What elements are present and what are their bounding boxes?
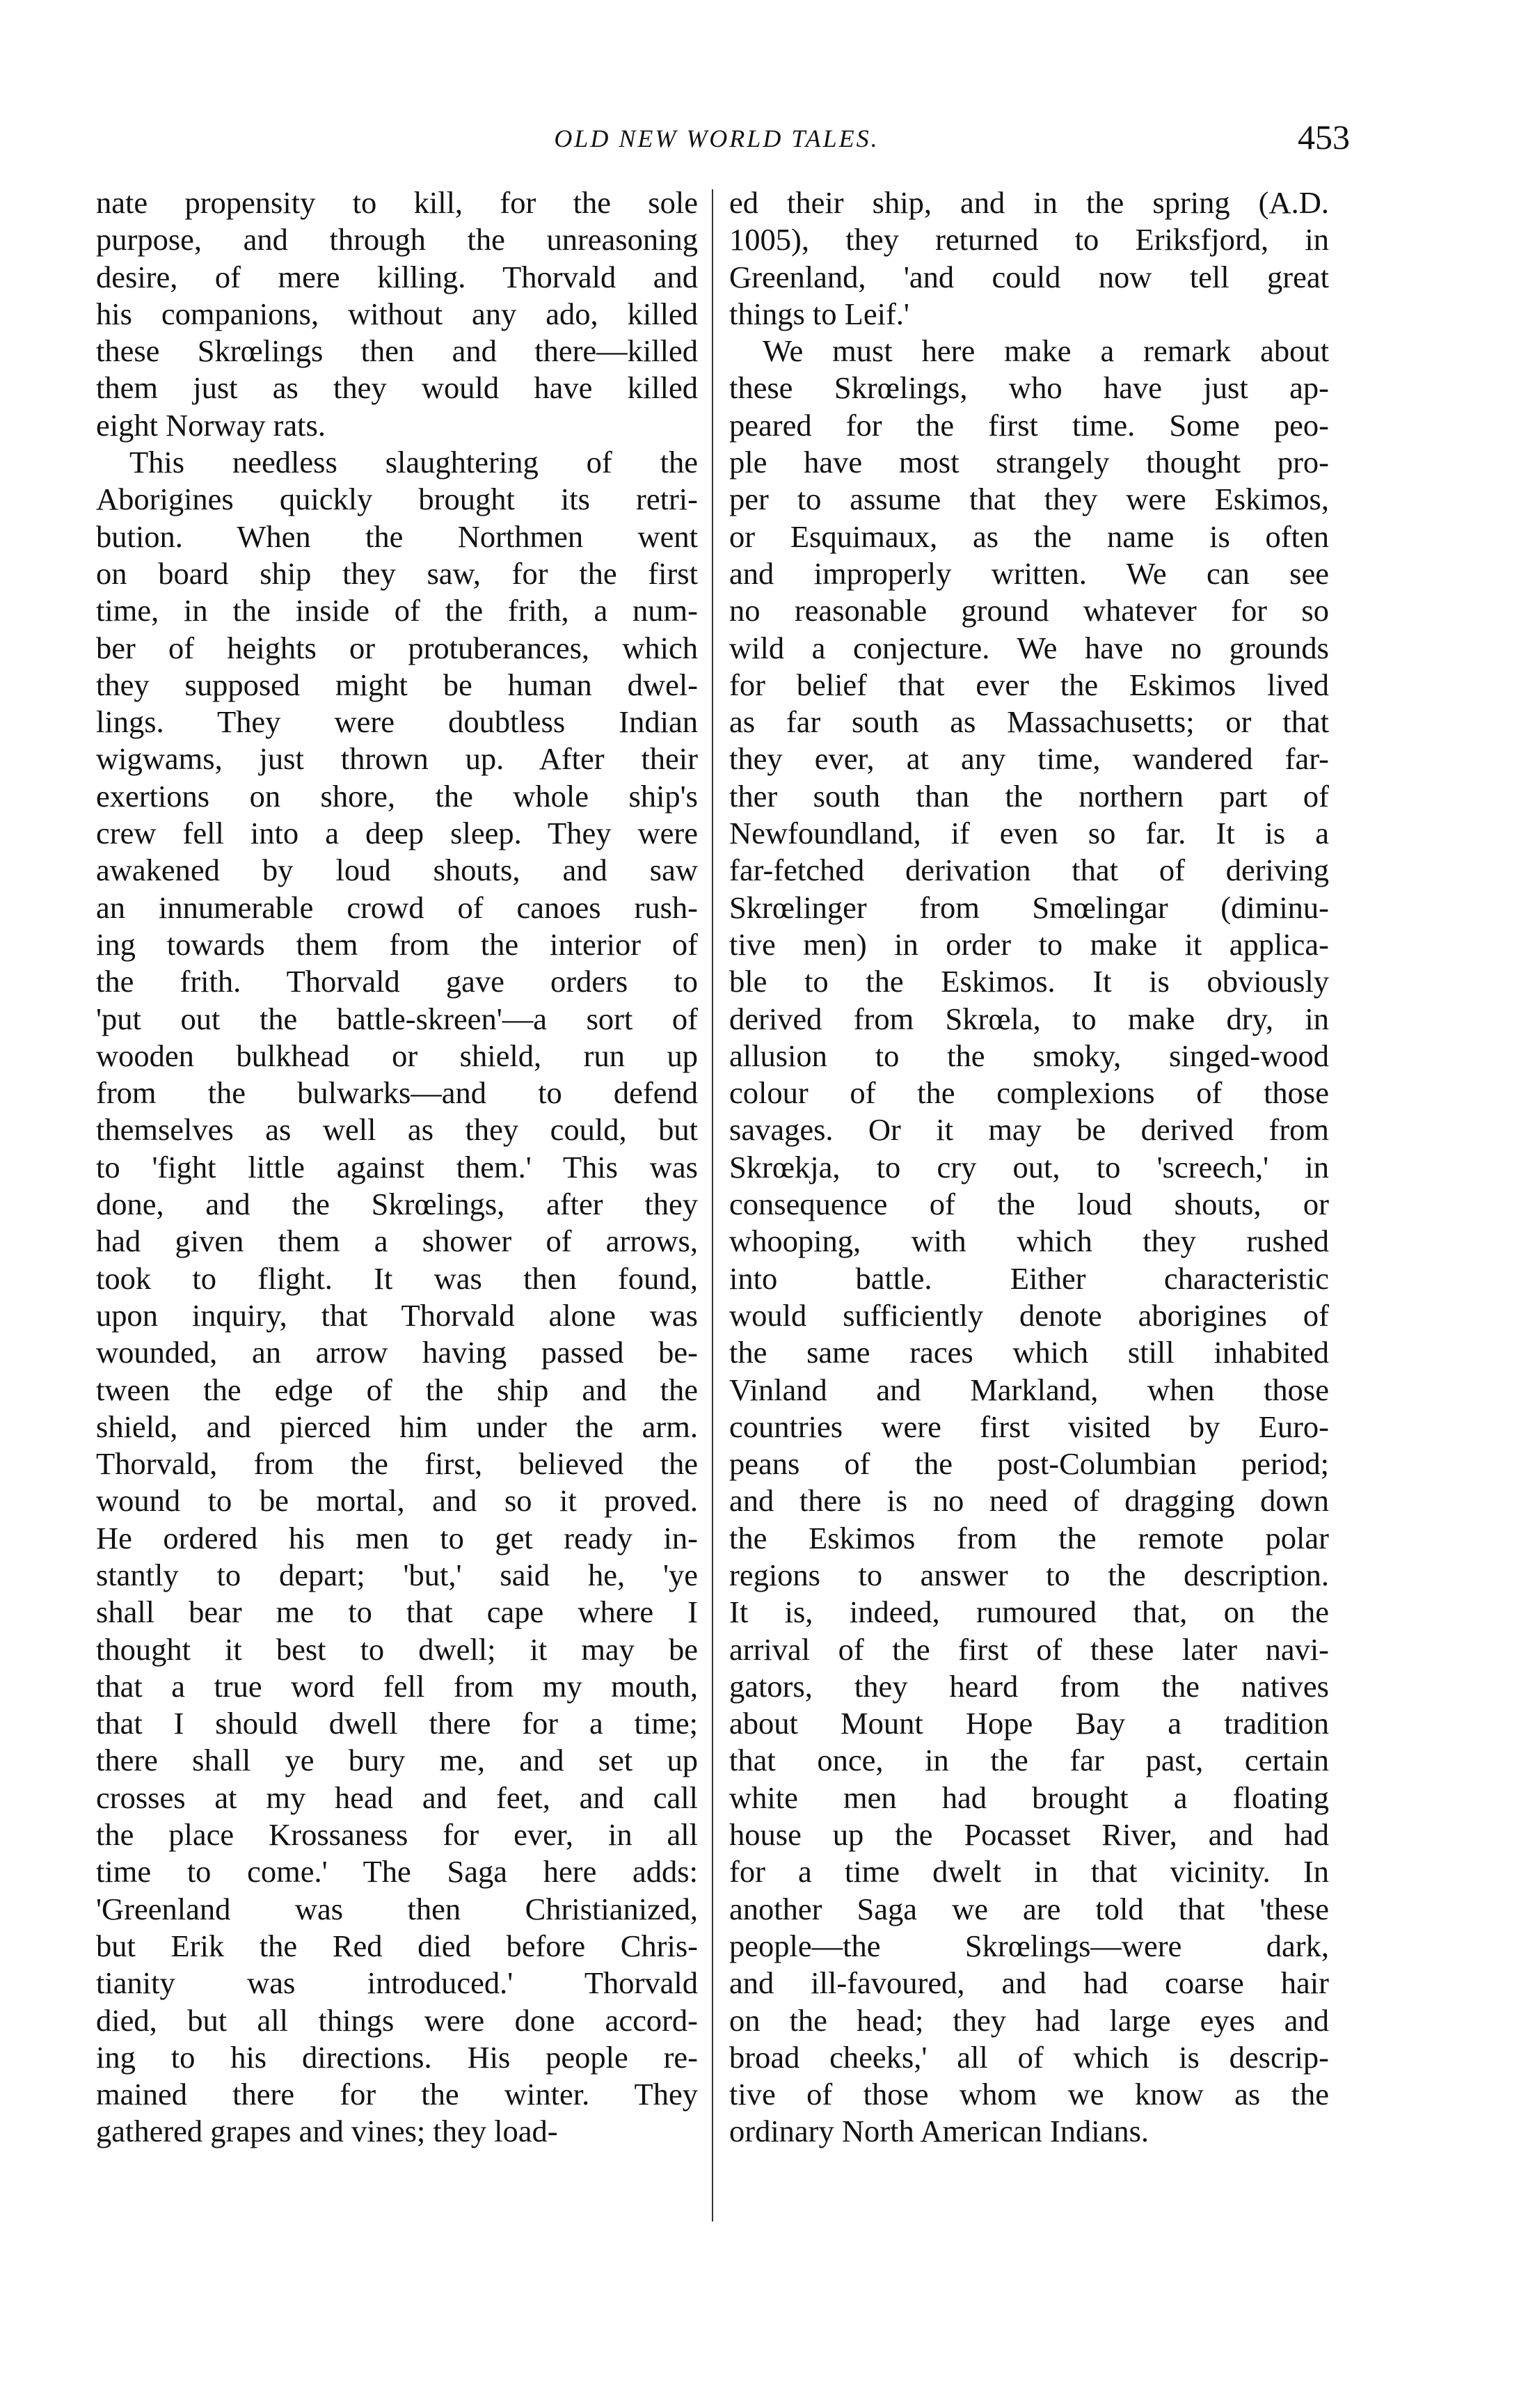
text-line: that once, in the far past, certain [729, 1743, 1329, 1778]
text-line: ing towards them from the interior of [96, 926, 698, 962]
text-line: per to assume that they were Eskimos, [729, 482, 1329, 517]
text-line: tianity was introduced.' Thorvald [96, 1965, 698, 2001]
text-line: into battle. Either characteristic [729, 1260, 1329, 1296]
text-line: Newfoundland, if even so far. It is a [729, 816, 1329, 851]
text-line: time, in the inside of the frith, a num- [96, 593, 698, 628]
text-line: awakened by loud shouts, and saw [96, 853, 698, 888]
text-line: regions to answer to the description. [729, 1557, 1329, 1592]
text-line: gathered grapes and vines; they load- [96, 2114, 558, 2149]
text-line: colour of the complexions of those [729, 1075, 1329, 1111]
text-line: It is, indeed, rumoured that, on the [729, 1594, 1329, 1630]
text-line: that a true word fell from my mouth, [96, 1668, 698, 1704]
text-line: ple have most strangely thought pro- [729, 445, 1329, 480]
text-line: We must here make a remark about [763, 333, 1329, 369]
text-line: an innumerable crowd of canoes rush- [96, 889, 698, 925]
text-line: mained there for the winter. They [96, 2077, 698, 2112]
text-line: Vinland and Markland, when those [729, 1372, 1329, 1407]
text-line: far-fetched derivation that of deriving [729, 853, 1329, 888]
text-line: arrival of the first of these later navi- [729, 1631, 1329, 1667]
text-line: the Eskimos from the remote polar [729, 1520, 1329, 1555]
text-line: 'Greenland was then Christianized, [96, 1891, 698, 1926]
text-line: He ordered his men to get ready in- [96, 1520, 698, 1555]
text-line: ing to his directions. His people re- [96, 2039, 698, 2075]
text-line: stantly to depart; 'but,' said he, 'ye [96, 1557, 698, 1592]
text-line: shall bear me to that cape where I [96, 1594, 698, 1630]
right-text-column [729, 184, 1329, 2150]
text-line: countries were first visited by Euro- [729, 1409, 1329, 1444]
text-line: eight Norway rats. [96, 407, 326, 443]
text-line: and improperly written. We can see [729, 555, 1329, 591]
text-line: another Saga we are told that 'these [729, 1891, 1329, 1926]
text-line: white men had brought a floating [729, 1780, 1329, 1815]
text-line: had given them a shower of arrows, [96, 1223, 698, 1259]
text-line: for a time dwelt in that vicinity. In [729, 1854, 1329, 1890]
page-number: 453 [1298, 118, 1350, 157]
text-line: ed their ship, and in the spring (A.D. [729, 185, 1329, 220]
text-line: peans of the post-Columbian period; [729, 1446, 1329, 1482]
text-line: about Mount Hope Bay a tradition [729, 1706, 1329, 1741]
text-line: and ill-favoured, and had coarse hair [729, 1965, 1329, 2001]
text-line: wild a conjecture. We have no grounds [729, 630, 1329, 665]
text-line: savages. Or it may be derived from [729, 1112, 1329, 1148]
text-line: ther south than the northern part of [729, 778, 1329, 814]
column-divider [712, 189, 713, 2221]
text-line: and there is no need of dragging down [729, 1483, 1329, 1519]
text-line: took to flight. It was then found, [96, 1260, 698, 1296]
text-line: there shall ye bury me, and set up [96, 1743, 698, 1778]
text-line: on board ship they saw, for the first [96, 555, 698, 591]
text-line: upon inquiry, that Thorvald alone was [96, 1297, 698, 1333]
text-line: lings. They were doubtless Indian [96, 704, 698, 740]
text-line: ber of heights or protuberances, which [96, 630, 698, 665]
text-line: these Skrœlings, who have just ap- [729, 370, 1329, 406]
text-line: bution. When the Northmen went [96, 518, 698, 554]
text-line: shield, and pierced him under the arm. [96, 1409, 698, 1444]
text-line: but Erik the Red died before Chris- [96, 1928, 698, 1963]
text-line: This needless slaughtering of the [129, 445, 698, 480]
text-line: allusion to the smoky, singed-wood [729, 1038, 1329, 1073]
text-line: Greenland, 'and could now tell great [729, 259, 1329, 294]
text-line: or Esquimaux, as the name is often [729, 518, 1329, 554]
text-line: 'put out the battle-skreen'—a sort of [96, 1001, 698, 1036]
text-line: wigwams, just thrown up. After their [96, 741, 698, 777]
text-line: crosses at my head and feet, and call [96, 1780, 698, 1815]
text-line: themselves as well as they could, but [96, 1112, 698, 1148]
text-line: for belief that ever the Eskimos lived [729, 667, 1329, 702]
text-line: whooping, with which they rushed [729, 1223, 1329, 1259]
text-line: time to come.' The Saga here adds: [96, 1854, 698, 1890]
text-line: Skrœlinger from Smœlingar (diminu- [729, 889, 1329, 925]
text-line: from the bulwarks—and to defend [96, 1075, 698, 1111]
text-line: these Skrœlings then and there—killed [96, 333, 698, 369]
text-line: ordinary North American Indians. [729, 2114, 1149, 2149]
text-line: them just as they would have killed [96, 370, 698, 406]
text-line: wooden bulkhead or shield, run up [96, 1038, 698, 1073]
text-line: consequence of the loud shouts, or [729, 1187, 1329, 1222]
text-line: 1005), they returned to Eriksfjord, in [729, 222, 1329, 258]
text-line: done, and the Skrœlings, after they [96, 1187, 698, 1222]
text-line: tween the edge of the ship and the [96, 1372, 698, 1407]
text-line: house up the Pocasset River, and had [729, 1817, 1329, 1853]
text-line: wound to be mortal, and so it proved. [96, 1483, 698, 1519]
text-line: exertions on shore, the whole ship's [96, 778, 698, 814]
text-line: ble to the Eskimos. It is obviously [729, 964, 1329, 999]
text-line: no reasonable ground whatever for so [729, 593, 1329, 628]
text-line: nate propensity to kill, for the sole [96, 185, 698, 220]
page-header [97, 117, 1350, 173]
text-line: things to Leif.' [729, 296, 909, 331]
text-line: on the head; they had large eyes and [729, 2002, 1329, 2038]
text-line: wounded, an arrow having passed be- [96, 1335, 698, 1370]
text-line: Aborigines quickly brought its retri- [96, 482, 698, 517]
text-line: purpose, and through the unreasoning [96, 222, 698, 258]
text-line: crew fell into a deep sleep. They were [96, 816, 698, 851]
text-line: the place Krossaness for ever, in all [96, 1817, 698, 1853]
text-line: derived from Skrœla, to make dry, in [729, 1001, 1329, 1036]
left-text-column [96, 184, 698, 2150]
text-line: his companions, without any ado, killed [96, 296, 698, 331]
text-line: peared for the first time. Some peo- [729, 407, 1329, 443]
text-line: as far south as Massachusetts; or that [729, 704, 1329, 740]
text-line: the frith. Thorvald gave orders to [96, 964, 698, 999]
text-line: gators, they heard from the natives [729, 1668, 1329, 1704]
text-line: people—the Skrœlings—were dark, [729, 1928, 1329, 1963]
text-line: Skrœkja, to cry out, to 'screech,' in [729, 1149, 1329, 1185]
text-line: tive men) in order to make it applica- [729, 926, 1329, 962]
text-line: broad cheeks,' all of which is descrip- [729, 2039, 1329, 2075]
text-line: to 'fight little against them.' This was [96, 1149, 698, 1185]
text-line: they ever, at any time, wandered far- [729, 741, 1329, 777]
text-line: desire, of mere killing. Thorvald and [96, 259, 698, 294]
text-line: the same races which still inhabited [729, 1335, 1329, 1370]
text-line: they supposed might be human dwel- [96, 667, 698, 702]
text-line: Thorvald, from the first, believed the [96, 1446, 698, 1482]
running-title: OLD NEW WORLD TALES. [554, 125, 880, 152]
text-line: died, but all things were done accord- [96, 2002, 698, 2038]
text-line: would sufficiently denote aborigines of [729, 1297, 1329, 1333]
text-line: tive of those whom we know as the [729, 2077, 1329, 2112]
text-line: that I should dwell there for a time; [96, 1706, 698, 1741]
text-line: thought it best to dwell; it may be [96, 1631, 698, 1667]
